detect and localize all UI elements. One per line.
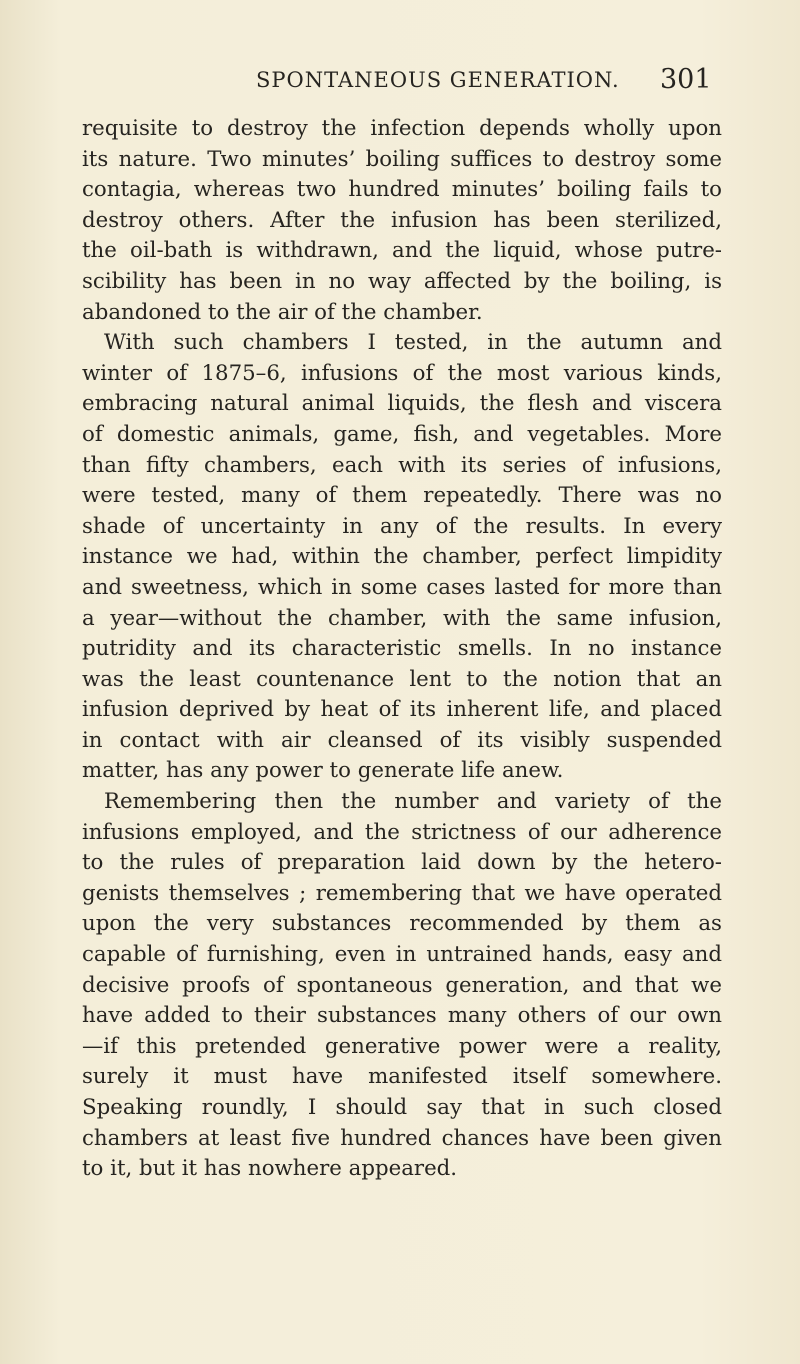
text-line: capable of furnishing, even in untrained hands, easy and — [82, 942, 722, 968]
text-line: abandoned to the air of the chamber. — [82, 299, 483, 325]
text-line: decisive proofs of spontaneous generation, and that we — [82, 972, 722, 998]
text-line: infusion deprived by heat of its inherent life, and placed — [82, 697, 722, 723]
text-line: contagia, whereas two hundred minutes’ boiling fails to — [82, 177, 722, 203]
text-line: to it, but it has nowhere appeared. — [82, 1156, 458, 1182]
text-line: a year—without the chamber, with the same infusion, — [82, 605, 722, 631]
text-line: than fifty chambers, each with its series of infusions, — [82, 452, 722, 478]
text-line: winter of 1875–6, infusions of the most various kinds, — [82, 360, 722, 386]
text-line: in contact with air cleansed of its visibly suspended — [82, 727, 722, 753]
text-line: requisite to destroy the infection depends wholly upon — [82, 116, 722, 141]
text-line: With such chambers I tested, in the autumn and — [104, 330, 722, 356]
text-line: to the rules of preparation laid down by the hetero- — [82, 850, 722, 876]
running-head: SPONTANEOUS GENERATION. — [256, 68, 620, 92]
text-line: and sweetness, which in some cases lasted for more than — [82, 574, 722, 600]
page-header — [0, 64, 800, 104]
text-line: matter, has any power to generate life anew. — [82, 758, 564, 784]
text-line: destroy others. After the infusion has been sterilized, — [82, 207, 722, 233]
text-line: putridity and its characteristic smells. In no instance — [82, 636, 722, 662]
text-line: was the least countenance lent to the notion that an — [82, 666, 722, 692]
page-number: 301 — [660, 64, 712, 95]
text-line: instance we had, within the chamber, perfect limpidity — [82, 544, 722, 570]
text-line: its nature. Two minutes’ boiling suffices to destroy some — [82, 146, 722, 172]
text-line: Speaking roundly, I should say that in such closed — [82, 1095, 722, 1120]
text-line: chambers at least five hundred chances have been given — [82, 1125, 722, 1151]
text-line: surely it must have manifested itself somewhere. — [82, 1064, 722, 1090]
text-line: —if this pretended generative power were a reality, — [82, 1033, 722, 1059]
text-line: the oil-bath is withdrawn, and the liquid, whose putre- — [82, 238, 722, 264]
text-line: were tested, many of them repeatedly. There was no — [82, 483, 722, 509]
text-line: embracing natural animal liquids, the flesh and viscera — [82, 391, 722, 417]
text-line: genists themselves ; remembering that we have operated — [82, 880, 722, 906]
text-line: scibility has been in no way affected by the boiling, is — [82, 268, 722, 294]
body-text — [82, 114, 722, 1185]
text-line: of domestic animals, game, fish, and vegetables. More — [82, 421, 722, 447]
text-line: shade of uncertainty in any of the results. In every — [82, 513, 722, 539]
text-line: have added to their substances many others of our own — [82, 1003, 722, 1029]
text-line: Remembering then the number and variety of the — [104, 789, 722, 815]
text-line: upon the very substances recommended by them as — [82, 911, 722, 937]
text-line: infusions employed, and the strictness of our adherence — [82, 819, 722, 845]
